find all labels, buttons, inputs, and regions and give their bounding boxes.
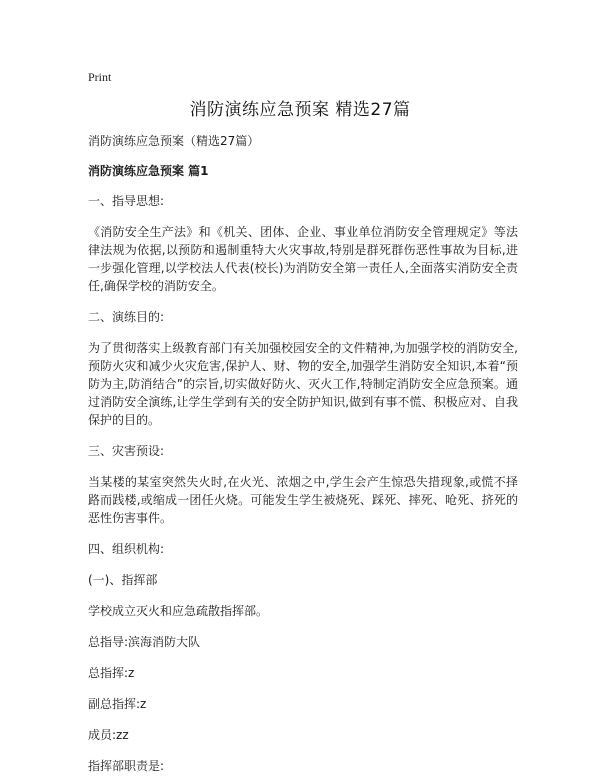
document-title: 消防演练应急预案 精选27篇 — [189, 100, 411, 120]
line-commander: 总指挥:z — [88, 666, 135, 680]
heading-command-center: (一)、指挥部 — [88, 573, 158, 587]
line-members: 成员:zz — [88, 728, 129, 742]
document-subtitle: 消防演练应急预案（精选27篇） — [88, 134, 260, 148]
paragraph-drill-purpose: 为了贯彻落实上级教育部门有关加强校园安全的文件精神,为加强学校的消防安全,预防火灾和减少火灾危害,保护人、财、物的安全,加强学生消防安全知识,本着“预防为主,防消结合”的宗旨,切实做好防火、灭火工作,特制定消防安全应急预案。通过消防安全演练,让学生学到有关的安全防护知识,做到有事不慌、积极应对、自我保护的目的。 — [88, 341, 518, 427]
document-body — [88, 132, 518, 775]
line-general-guidance: 总指导:滨海消防大队 — [88, 635, 201, 649]
paragraph-guiding-ideology: 《消防安全生产法》和《机关、团体、企业、事业单位消防安全管理规定》等法律法规为依据,以预防和遏制重特大火灾事故,特别是群死群伤恶性事故为目标,进一步强化管理,以学校法人代表(校长)为消防安全第一责任人,全面落实消防安全责任,确保学校的消防安全。 — [88, 225, 518, 293]
paragraph-command-center: 学校成立灭火和应急疏散指挥部。 — [88, 604, 269, 618]
line-deputy-commander: 副总指挥:z — [88, 697, 147, 711]
heading-disaster-scenario: 三、灾害预设: — [88, 444, 165, 458]
line-duties: 指挥部职责是: — [88, 759, 165, 773]
print-label[interactable]: Print — [88, 70, 112, 84]
heading-organization: 四、组织机构: — [88, 542, 165, 556]
paragraph-disaster-scenario: 当某楼的某室突然失火时,在火光、浓烟之中,学生会产生惊恐失措现象,或慌不择路而践楼,或缩成一团任火烧。可能发生学生被烧死、踩死、摔死、呛死、挤死的恶性伤害事件。 — [88, 475, 518, 525]
heading-drill-purpose: 二、演练目的: — [88, 310, 165, 324]
section-title: 消防演练应急预案 篇1 — [88, 164, 209, 178]
heading-guiding-ideology: 一、指导思想: — [88, 194, 165, 208]
